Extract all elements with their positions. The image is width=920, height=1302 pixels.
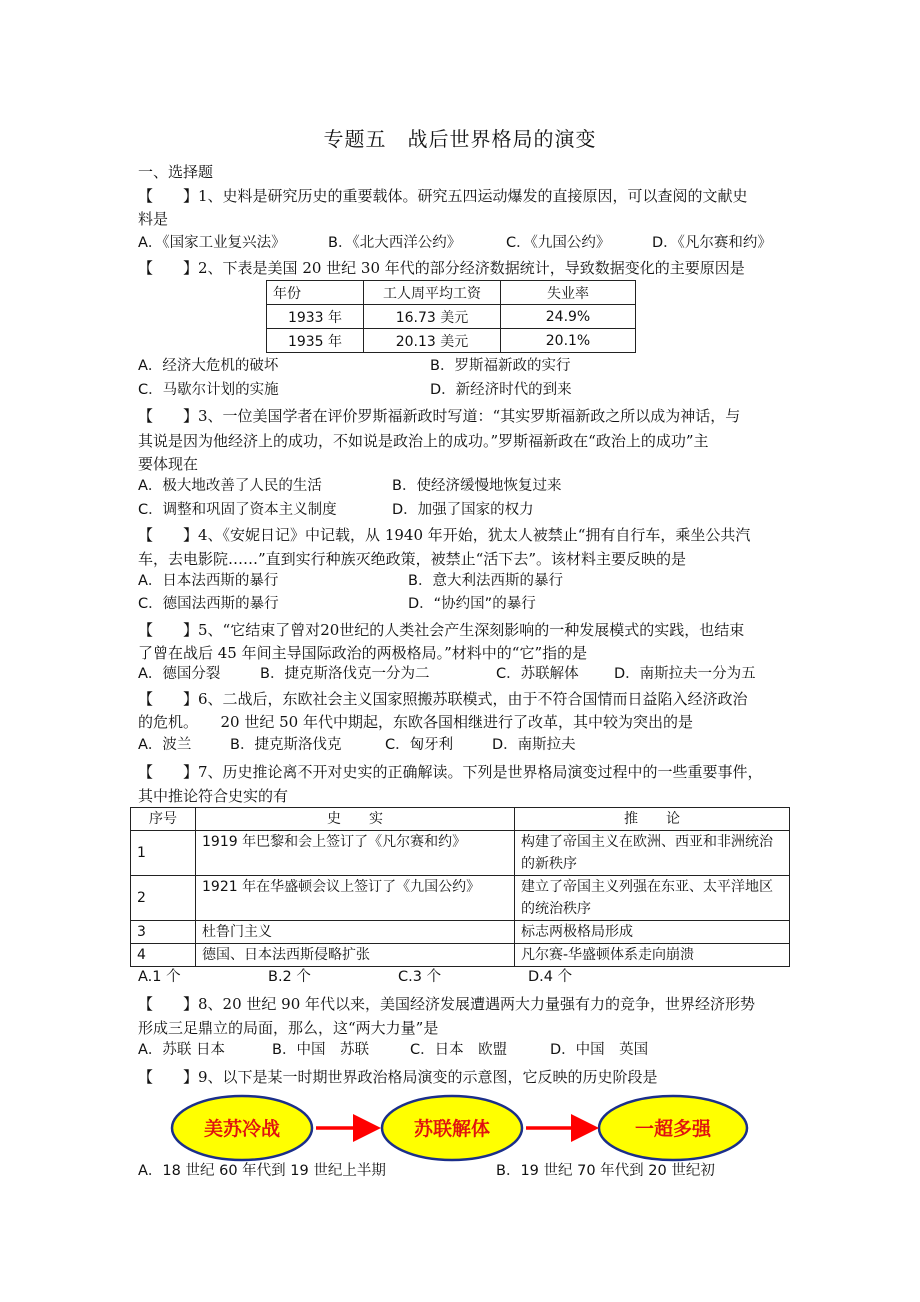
q8-option-a: A．苏联 日本 bbox=[138, 1042, 226, 1058]
table-row bbox=[131, 876, 790, 921]
q3-option-a: A．极大地改善了人民的生活 bbox=[138, 478, 322, 494]
q2-stem-line1: 【 】2、下表是美国 20 世纪 30 年代的部分经济数据统计，导致数据变化的主要原因是 bbox=[138, 259, 745, 277]
q8-option-b: B．中国 苏联 bbox=[272, 1042, 369, 1058]
table-cell: 1933 年 bbox=[267, 305, 364, 329]
q7-option-d: D.4 个 bbox=[528, 969, 573, 985]
q1-option-b: B．《北大西洋公约》 bbox=[328, 235, 462, 251]
q3-option-c: C．调整和巩固了资本主义制度 bbox=[138, 502, 337, 518]
q9-option-b: B．19 世纪 70 年代到 20 世纪初 bbox=[496, 1163, 715, 1179]
section-heading: 一、选择题 bbox=[138, 163, 214, 181]
q4-option-b: B．意大利法西斯的暴行 bbox=[408, 573, 563, 589]
table-header-cell: 失业率 bbox=[501, 281, 636, 305]
q6-option-b: B．捷克斯洛伐克 bbox=[230, 737, 342, 753]
q9-flow-diagram bbox=[170, 1093, 750, 1163]
table-cell: 凡尔赛-华盛顿体系走向崩溃 bbox=[515, 944, 790, 967]
table-header-cell: 史 实 bbox=[196, 808, 515, 831]
table-cell: 德国、日本法西斯侵略扩张 bbox=[196, 944, 515, 967]
q7-history-table bbox=[130, 807, 790, 967]
table-cell: 20.1% bbox=[501, 329, 636, 353]
q4-stem-line1: 【 】4、《安妮日记》中记载，从 1940 年开始，犹太人被禁止“拥有自行车，乘坐公共汽 bbox=[138, 526, 751, 544]
q1-stem-line1: 【 】1、史料是研究历史的重要载体。研究五四运动爆发的直接原因，可以查阅的文献史 bbox=[138, 187, 748, 205]
q5-stem-line1: 【 】5、“它结束了曾对20世纪的人类社会产生深刻影响的一种发展模式的实践，也结束 bbox=[138, 621, 745, 639]
q3-stem-line1: 【 】3、一位美国学者在评价罗斯福新政时写道：“其实罗斯福新政之所以成为神话，与 bbox=[138, 407, 741, 425]
table-header-cell: 序号 bbox=[131, 808, 196, 831]
table-cell: 20.13 美元 bbox=[364, 329, 501, 353]
q1-option-d: D．《凡尔赛和约》 bbox=[652, 235, 772, 251]
q3-option-d: D．加强了国家的权力 bbox=[392, 502, 534, 518]
table-row bbox=[131, 921, 790, 944]
q9-option-a: A．18 世纪 60 年代到 19 世纪上半期 bbox=[138, 1163, 386, 1179]
table-cell: 建立了帝国主义列强在东亚、太平洋地区的统治秩序 bbox=[515, 876, 790, 921]
q3-stem-line3: 要体现在 bbox=[138, 455, 199, 473]
q5-option-b: B．捷克斯洛伐克一分为二 bbox=[260, 666, 430, 682]
table-header-cell: 推 论 bbox=[515, 808, 790, 831]
table-cell: 1919 年巴黎和会上签订了《凡尔赛和约》 bbox=[196, 831, 515, 876]
q6-option-d: D．南斯拉夫 bbox=[492, 737, 576, 753]
q5-option-d: D．南斯拉夫一分为五 bbox=[614, 666, 756, 682]
table-cell: 4 bbox=[131, 944, 196, 967]
q4-option-c: C．德国法西斯的暴行 bbox=[138, 596, 279, 612]
table-row bbox=[131, 831, 790, 876]
page-title: 专题五 战后世界格局的演变 bbox=[323, 127, 597, 151]
q6-stem-line1: 【 】6、二战后，东欧社会主义国家照搬苏联模式，由于不符合国情而日益陷入经济政治 bbox=[138, 690, 748, 708]
q7-option-b: B.2 个 bbox=[268, 969, 311, 985]
table-cell: 1921 年在华盛顿会议上签订了《九国公约》 bbox=[196, 876, 515, 921]
q7-option-c: C.3 个 bbox=[398, 969, 442, 985]
table-header-cell: 年份 bbox=[267, 281, 364, 305]
q7-stem-line1: 【 】7、历史推论离不开对史实的正确解读。下列是世界格局演变过程中的一些重要事件， bbox=[138, 763, 763, 781]
q1-stem-line2: 料是 bbox=[138, 210, 169, 228]
q4-option-a: A．日本法西斯的暴行 bbox=[138, 573, 279, 589]
table-cell: 1935 年 bbox=[267, 329, 364, 353]
table-cell: 杜鲁门主义 bbox=[196, 921, 515, 944]
q8-option-d: D．中国 英国 bbox=[550, 1042, 649, 1058]
q5-option-c: C．苏联解体 bbox=[496, 666, 579, 682]
q2-option-b: B．罗斯福新政的实行 bbox=[430, 358, 571, 374]
q5-stem-line2: 了曾在战后 45 年间主导国际政治的两极格局。”材料中的“它”指的是 bbox=[138, 644, 588, 662]
q6-option-c: C．匈牙利 bbox=[385, 737, 454, 753]
table-cell: 标志两极格局形成 bbox=[515, 921, 790, 944]
table-cell: 构建了帝国主义在欧洲、西亚和非洲统治的新秩序 bbox=[515, 831, 790, 876]
q2-option-c: C．马歇尔计划的实施 bbox=[138, 382, 279, 398]
q4-stem-line2: 车，去电影院……”直到实行种族灭绝政策，被禁止“活下去”。该材料主要反映的是 bbox=[138, 550, 687, 568]
q2-data-table bbox=[266, 280, 636, 353]
flow-node-label: 一超多强 bbox=[634, 1118, 712, 1140]
q7-option-a: A.1 个 bbox=[138, 969, 181, 985]
q9-stem-line1: 【 】9、以下是某一时期世界政治格局演变的示意图，它反映的历史阶段是 bbox=[138, 1068, 658, 1086]
table-header-row bbox=[267, 281, 636, 305]
table-row bbox=[267, 305, 636, 329]
table-row bbox=[267, 329, 636, 353]
q6-option-a: A．波兰 bbox=[138, 737, 192, 753]
q2-option-a: A．经济大危机的破坏 bbox=[138, 358, 279, 374]
q8-stem-line1: 【 】8、20 世纪 90 年代以来，美国经济发展遭遇两大力量强有力的竞争，世界经济形势 bbox=[138, 995, 756, 1013]
table-cell: 1 bbox=[131, 831, 196, 876]
q8-stem-line2: 形成三足鼎立的局面，那么，这“两大力量”是 bbox=[138, 1019, 439, 1037]
flow-node-label: 美苏冷战 bbox=[203, 1118, 281, 1140]
table-header-cell: 工人周平均工资 bbox=[364, 281, 501, 305]
q6-stem-line2: 的危机。 20 世纪 50 年代中期起，东欧各国相继进行了改革，其中较为突出的是 bbox=[138, 713, 693, 731]
table-cell: 2 bbox=[131, 876, 196, 921]
q1-option-c: C．《九国公约》 bbox=[506, 235, 611, 251]
q7-stem-line2: 其中推论符合史实的有 bbox=[138, 787, 289, 805]
q5-option-a: A．德国分裂 bbox=[138, 666, 221, 682]
q2-option-d: D．新经济时代的到来 bbox=[430, 382, 572, 398]
q3-option-b: B．使经济缓慢地恢复过来 bbox=[392, 478, 562, 494]
q4-option-d: D．“协约国”的暴行 bbox=[408, 596, 536, 612]
table-cell: 24.9% bbox=[501, 305, 636, 329]
q1-option-a: A．《国家工业复兴法》 bbox=[138, 235, 286, 251]
q8-option-c: C．日本 欧盟 bbox=[410, 1042, 508, 1058]
flow-node-label: 苏联解体 bbox=[413, 1118, 491, 1140]
table-cell: 16.73 美元 bbox=[364, 305, 501, 329]
q3-stem-line2: 其说是因为他经济上的成功，不如说是政治上的成功。”罗斯福新政在“政治上的成功”主 bbox=[138, 432, 709, 450]
table-header-row bbox=[131, 808, 790, 831]
table-row bbox=[131, 944, 790, 967]
table-cell: 3 bbox=[131, 921, 196, 944]
